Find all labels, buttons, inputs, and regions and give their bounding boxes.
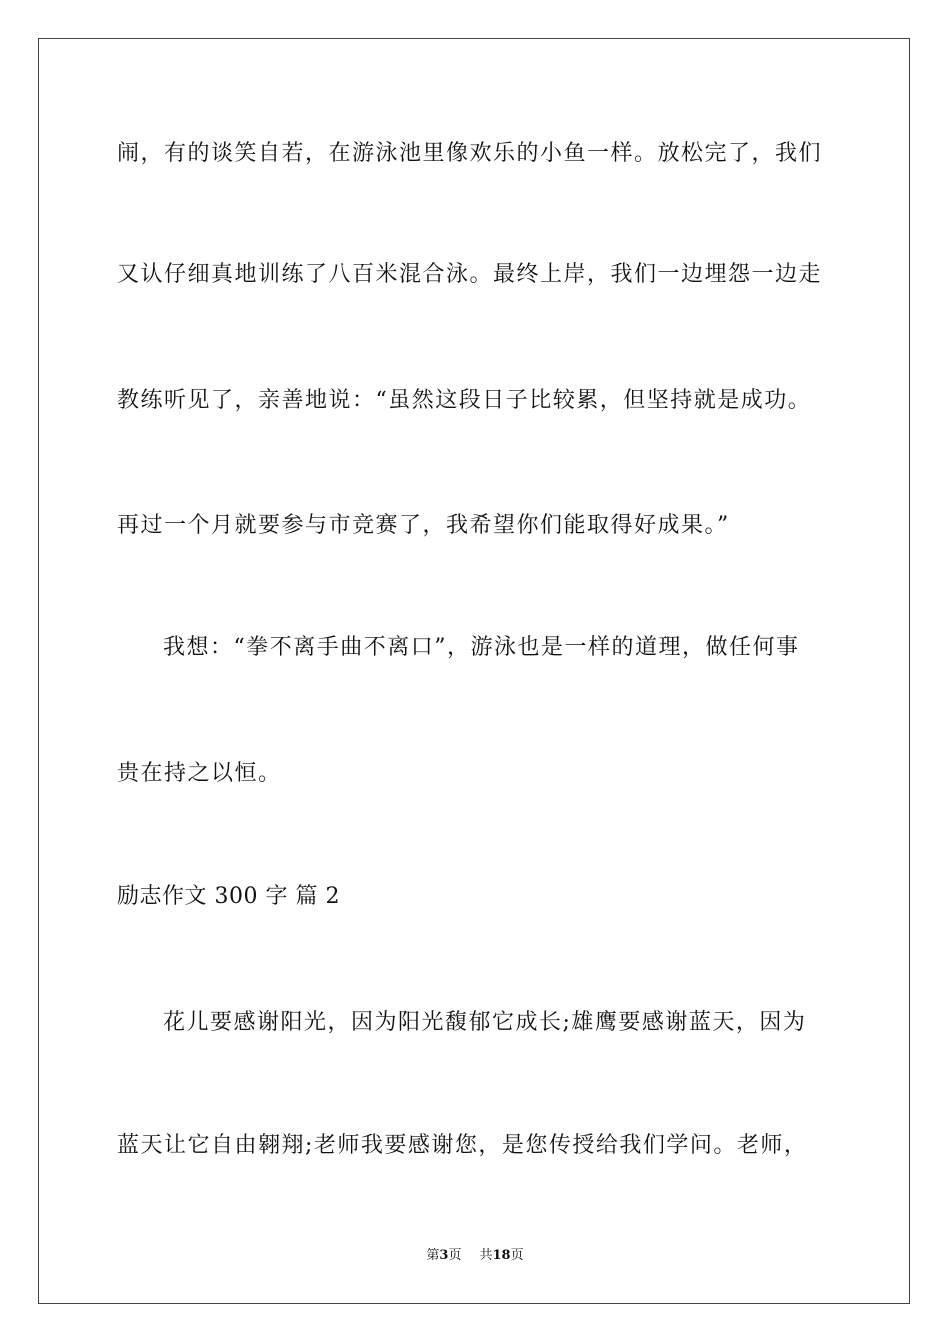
footer-page-prefix: 第 <box>426 1248 440 1263</box>
footer-page-number: 3 <box>439 1248 449 1263</box>
body-line-7: 花儿要感谢阳光，因为阳光馥郁它成长;雄鹰要感谢蓝天，因为 <box>163 1010 807 1035</box>
section-heading: 励志作文 300 字 篇 2 <box>117 884 340 909</box>
page-footer <box>0 1249 950 1262</box>
footer-total-prefix: 共 <box>479 1248 493 1263</box>
body-line-2: 又认仔细真地训练了八百米混合泳。最终上岸，我们一边埋怨一边走 <box>117 262 823 287</box>
footer-total-pages: 18 <box>492 1248 511 1263</box>
body-line-1: 闹，有的谈笑自若，在游泳池里像欢乐的小鱼一样。放松完了，我们 <box>117 141 823 166</box>
footer-page-suffix: 页 <box>448 1248 462 1263</box>
body-line-6: 贵在持之以恒。 <box>117 761 282 786</box>
page-border <box>38 38 910 1304</box>
body-line-5: 我想：“拳不离手曲不离口”，游泳也是一样的道理，做任何事 <box>163 635 800 660</box>
body-line-3: 教练听见了，亲善地说：“虽然这段日子比较累，但坚持就是成功。 <box>117 388 812 413</box>
footer-total-suffix: 页 <box>510 1248 524 1263</box>
body-line-8: 蓝天让它自由翱翔;老师我要感谢您，是您传授给我们学问。老师， <box>117 1133 808 1158</box>
body-line-4: 再过一个月就要参与市竞赛了，我希望你们能取得好成果。” <box>117 513 730 538</box>
